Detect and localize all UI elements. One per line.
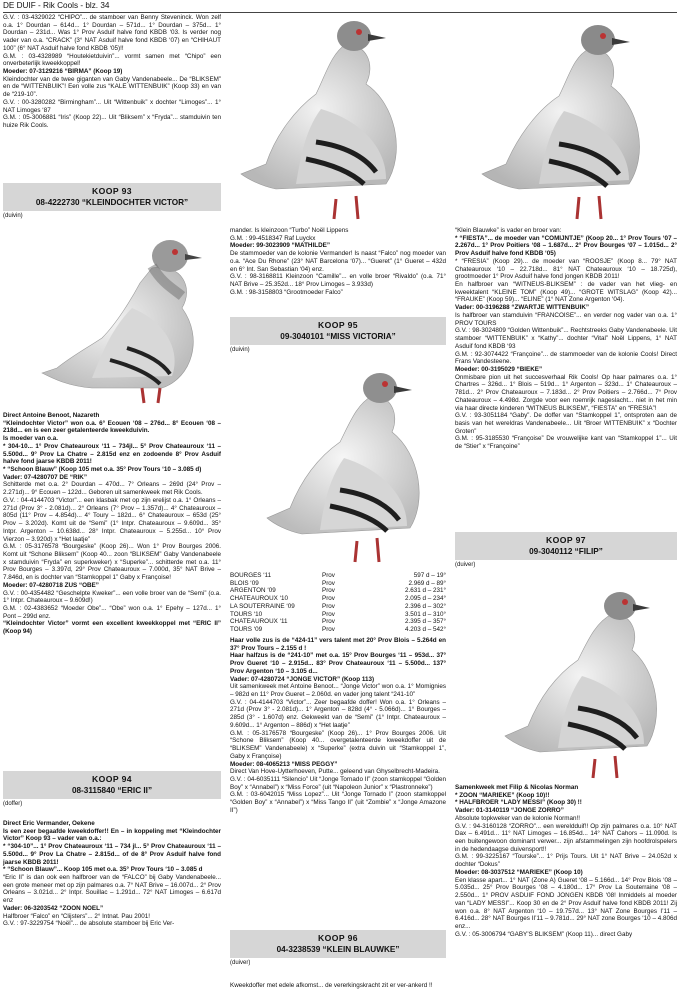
race-name: ARGENTON ‘09 (230, 587, 276, 595)
result-value: 597 d – 19° (413, 572, 446, 579)
bold-paragraph: * HALFBROER “LADY MESSI” (Koop 30) !! (455, 799, 582, 807)
bold-paragraph: Vader: 00-3196288 “ZWARTJE WITTENBUIK” (455, 304, 590, 312)
col1-top-text (3, 14, 221, 130)
paragraph: G.V. : 98-3024809 “Golden Wittenbuik”... Rechtstreeks Gaby Vandenabeele. Uit stamboer “WITTENBUIK” x “Kathy”... dochter “Vital” Noël Lippens, 1° NAT Asduif fond KBDB ‘93 (455, 327, 677, 350)
result-row (230, 587, 446, 595)
column-3-bot (455, 784, 677, 938)
paragraph: Halfbroer “Falco” en “Clijsters”... 2° Intnat. Pau 2001! (3, 912, 151, 920)
results-table-koop-95 (230, 572, 446, 634)
result-row (230, 572, 446, 580)
paragraph: Een klasse apart... 1° NAT (Zone A) Gueret ‘08 – 5.166d... 14° Prov Blois ‘08 – 5.035d... 25° Prov Bourges ‘08 – 4.180d... 17° Prov La Souterraine ‘08 – 2.550d... 1° PROV ASDUIF FOND JONGEN KBDB ‘08! Inmiddels al moeder van “LADY MESSI”... Koop 30 en de 2° Prov Asduif halve fond KBDB 2011! Zij won o.a. 8° NAT Argenton ‘10 – 19.757d... 13° NAT Zone Bourges I’11 – 6.416d... 28° NAT Bourges II’11 – 9.781d... 29° NAT zone Bourges ‘10 – 4.806d enz... (455, 876, 677, 930)
result-row (230, 603, 446, 611)
col2-mid-text (230, 637, 446, 815)
race-name: LA SOUTERRAINE ‘09 (230, 602, 295, 610)
koop-95-header (230, 317, 446, 345)
result-level: Prov (322, 610, 335, 618)
result-value: 2.395 d – 357° (404, 618, 446, 626)
pigeon-illustration (236, 14, 436, 224)
race-name: CHATEAUROUX ‘11 (230, 618, 288, 626)
paragraph: G.M. : 05-3176578 “Bourgeske” (Koop 26)... Won 1° Prov Bourges 2006. Komt uit “Schone Bliksem” (Koop 40... zoon “BLIKSEM” Gaby Vandenabeele x stamduivin “Fryda” en superkweker) x “Superke”... schitterde met o.a. 11° Prov Bourges – 3.397d, 29° Prov Chateauroux – 7.000d, 35° NAT Brive – 7.846d, en is dochter van “Stamkoppel 1” Gaby x Françoise! (3, 543, 221, 582)
race-name: TOURS ‘10 (230, 610, 263, 618)
koop-97-sex: (duiver) (455, 562, 476, 568)
result-level: Prov (322, 579, 335, 587)
col1-mid-text (3, 412, 221, 636)
pigeon-illustration (262, 366, 446, 566)
bold-paragraph: * “Schoon Blauw” (Koop 105 met o.a. 35° Prov Tours ‘10 – 3.085 d) (3, 466, 202, 474)
column-1-mid (3, 412, 221, 636)
result-level: Prov (322, 625, 335, 633)
race-name: TOURS ‘09 (230, 625, 263, 633)
koop-93-box (3, 183, 221, 221)
column-2-bot (230, 982, 446, 990)
paragraph: Absolute topkweker van de kolonie Norman!! (455, 814, 580, 822)
result-level: Prov (322, 602, 335, 610)
result-value: 3.501 d – 310° (404, 610, 446, 618)
paragraph: G.M. : 95-3185530 “Françoise” De vrouwelijke kant van “Stamkoppel 1”... Uit de “Stier” x “Françoine” (455, 435, 677, 451)
result-level: Prov (322, 587, 335, 595)
paragraph: Direct Van Hove-Uytterhoeven, Putte... geleend van Ghyselbrecht-Madeira. (230, 768, 440, 776)
result-value: 2.631 d – 231° (404, 587, 446, 595)
paragraph: Onmisbare pion uit het succesverhaal Rik Cools! Op haar palmares o.a. 1° Chartres – 326d... 1° Blois – 519d... 1° Argenton – 323d... 1° Chateauroux – 781d... 2° Prov Chateauroux – 7.183d... 2° Prov Poitiers – 2.766d... 7° Prov Chateauroux – 4.498d. Zorgde voor een roemrijk nageslacht... niet in het min via haar directe kinderen “WITNEUS BLIKSEM”, “FIESTA” en “FRESIA”! (455, 373, 677, 412)
result-level: Prov (322, 618, 335, 626)
paragraph: mander. Is kleinzoon “Turbo” Noël Lippens (230, 227, 349, 234)
paragraph: Kweekdoffer met edele afkomst... de vererkingskracht zit er ver-ankerd !! (230, 982, 433, 989)
koop-96-ring: 04-3238539 “KLEIN BLAUWKE” (276, 945, 400, 954)
race-results-table (230, 572, 446, 634)
koop-97-box (455, 532, 677, 570)
bold-paragraph: Direct Antoine Benoot, Nazareth (3, 412, 100, 419)
bold-paragraph: Is moeder van o.a. (3, 435, 58, 443)
pigeon-illustration (500, 584, 676, 782)
result-value: 2.095 d – 234° (404, 595, 446, 603)
bold-paragraph: Moeder: 07-4280718 ZUS “OBE” (3, 581, 99, 589)
paragraph: G.M. : 02-4383652 “Moeder Obe”... “Obe” won o.a. 1° Epehy – 127d... 1° Pont – 299d enz. (3, 604, 221, 620)
koop-94-ring: 08-3115840 “ERIC II” (71, 786, 153, 795)
page-header: DE DUIF - Rik Cools - blz. 34 (3, 0, 677, 13)
paragraph: G.V. : 03-4329022 “CHIPO”... de stamboer van Benny Steveninck. Won zelf o.a. 1° Dourdan – 614d... 1° Dourdan – 571d... 1° Dourdan – 375d... 1° Dourdan – 231d... Was 1° Prov Asduif halve fond KBDB ‘03. Is verder nog vader van o.a. “CRACK” (3° NAT Asduif halve fond KBDB ‘07) en “CHIHAUT 100” (6° NAT Asduif halve fond KBDB ‘05)!! (3, 14, 221, 52)
result-row (230, 595, 446, 603)
paragraph: G.M. : 05-3006881 “Iris” (Koop 22)... Uit “Bliksem” x “Fryda”... stamduivin ten huize Rik Cools. (3, 114, 221, 130)
bold-paragraph: Moeder: 00-3195029 “BIEKE” (455, 365, 543, 373)
bold-paragraph: Is een zeer begaafde kweekdoffer!! En – in koppeling met “Kleindochter Victor” Koop 93 – vader van o.a.: (3, 827, 221, 843)
bold-paragraph: * “FIESTA”... de moeder van “COMIJNTJE” (Koop 20... 1° Prov Tours ‘07 – 2.267d... 1° Prov Poitiers ‘08 – 1.687d... 2° Prov Bourges ‘07 – 1.015d... 2° Prov Asduif halve fond KBDB ‘05) (455, 234, 677, 258)
paragraph: G.M. : 05-3176578 “Bourgeske” (Koop 26)... 1° Prov Bourges 2006. Uit “Schone Bliksem” (Koop 40... overgetalenteerde kweekdoffer uit de “BLIKSEM” Vandenabeele) x “Superke” (extra duivin uit “Stamkoppel 1”, Gaby x Françoise) (230, 729, 446, 760)
column-2-mid (230, 637, 446, 815)
col1-bot-text (3, 820, 221, 928)
koop-95-box (230, 317, 446, 355)
bold-paragraph: Haar volle zus is de “424-11” vers talent met 20° Prov Blois – 5.264d en 37° Prov Tours – 2.155 d ! (230, 637, 446, 652)
result-row (230, 626, 446, 634)
koop-97-ring: 09-3040112 “FILIP” (529, 547, 603, 556)
col2-bot-text (230, 982, 446, 990)
paragraph: G.V. : 05-3006794 “GABY’S BLIKSEM” (Koop 11)... direct Gaby (455, 930, 633, 938)
bold-paragraph: * “304-10”... 1° Prov Chateauroux ‘11 – 734 jl... 5° Prov Chateauroux ‘11 – 5.500d... 9° Prov La Chatre – 2.815d... of de 8° Prov Asduif halve fond jaarse KBDB 2011! (3, 843, 221, 866)
result-level: Prov (322, 572, 335, 579)
koop-93-header (3, 183, 221, 211)
result-row (230, 618, 446, 626)
paragraph: “Klein Blauwke” is vader en broer van: (455, 227, 562, 234)
paragraph: Schitterde met o.a. 2° Dourdan – 470d... 7° Orleans – 269d (24° Prov – 2.271d)... 9° Ecouen – 122d... Geboren uit samenkweek met Rik Cools. (3, 481, 221, 497)
col3-top-text (455, 227, 677, 451)
koop-95-ring: 09-3040101 “MISS VICTORIA” (280, 332, 396, 341)
pigeon-photo-koop-93 (32, 228, 222, 408)
koop-96-box (230, 930, 446, 968)
race-name: BLOIS ‘09 (230, 579, 259, 587)
bold-paragraph: Moeder: 08-4065213 “MISS PEGGY” (230, 760, 338, 768)
bold-paragraph: * ZOON “MARIEKE” (Koop 10)!! (455, 791, 550, 799)
bold-paragraph: “Kleindochter Victor” vormt een excellent kweekkoppel met “ERIC II” (Koop 94) (3, 620, 221, 636)
koop-97-title: KOOP 97 (546, 535, 586, 545)
result-value: 4.203 d – 542° (404, 625, 446, 633)
pigeon-illustration (474, 14, 674, 224)
bold-paragraph: Vader: 07-4280707 DE “RIK” (3, 473, 88, 481)
column-2-top (230, 227, 446, 296)
pigeon-photo-koop-95 (262, 366, 446, 566)
paragraph: G.V. : 00-4354482 “Geschelpte Kweker”... een volle broer van de “Semi” (o.a. 1° Intpr. Chateauroux – 9.609d!) (3, 589, 221, 605)
paragraph: Is halfbroer van stamduivin “FRANCOISE”... en verder nog vader van o.a. 1° PROV TOURS (455, 311, 677, 327)
result-value: 2.396 d – 302° (404, 602, 446, 610)
pigeon-photo-koop-97 (500, 584, 676, 782)
koop-94-title: KOOP 94 (92, 774, 132, 784)
koop-96-title: KOOP 96 (318, 933, 358, 943)
koop-95-title: KOOP 95 (318, 320, 358, 330)
paragraph: G.V. : 04-6035111 “Silencio” Uit “Jonge Tornado II” (zoon stamkoppel “Golden Boy” x “Annabel”) x “Miss Force” (uit “Napoleon Junior” x “Plastronneke”) (230, 775, 446, 791)
paragraph: Uit samenkweek met Antoine Benoot... “Jonge Victor” won o.a. 1° Momignies – 982d en 11° Prov Gueret – 2.060d. en vader jong talent “241-10” (230, 683, 446, 699)
koop-93-sex: (duivin) (3, 213, 23, 219)
paragraph: G.V. : 04-4144703 “Victor”... Zeer begaafde doffer! Won o.a. 1° Orleans – 271d (Prov 3° - 2.081d)... 1° Argenton – 828d (4° - 5.066d)... 1° Bourges – 285d (3° - 1.607d) enz. Gekweekt van de “Semi” (1° Intpr. Chateauroux – 9.609d... 1° Argenton – 886d) x “Het laatje” (230, 698, 446, 729)
paragraph: G.V. : 94-3160128 “ZORRO”... een wereldduif!! Op zijn palmares o.a. 10° NAT Dax – 6.491d... 11° NAT Limoges – 16.854d... 14° NAT Cahors – 11.090d. Is een buitengewoon dominant verwer... zijn afstammelingen zijn hoofdrolspelers in de hedendaagse duivensport!! (455, 822, 677, 853)
bold-paragraph: Haar halfzus is de “241-10” met o.a. 15° Prov Bourges ‘11 – 953d... 37° Prov Gueret ‘10 – 2.915d... 83° Prov Chateauroux ‘11 – 5.500d... 137° Prov Argenton ‘10 – 3.105 d... (230, 652, 446, 675)
bold-paragraph: Vader: 07-4280724 “JONGE VICTOR” (Koop 113) (230, 675, 375, 683)
bold-paragraph: Vader: 06-3203542 “ZOON NOEL” (3, 904, 104, 912)
pigeon-photo-top-middle (236, 14, 436, 224)
bold-paragraph: Vader: 01-3140119 “JONGE ZORRO” (455, 807, 564, 815)
koop-94-box (3, 771, 221, 809)
paragraph: G.M. : 92-3074422 “Françoine”... de stammoeder van de kolonie Cools! Direct Frans Vandesteene. (455, 350, 677, 366)
col2-top-text (230, 227, 446, 296)
paragraph: G.M. : 99-4518347 Raf Luyckx (230, 234, 316, 242)
bold-paragraph: Samenkweek met Filip & Nicolas Norman (455, 784, 579, 791)
koop-96-header (230, 930, 446, 958)
result-level: Prov (322, 595, 335, 603)
koop-94-sex: (doffer) (3, 801, 23, 807)
bold-paragraph: Moeder: 99-3023909 “MATHILDE” (230, 242, 330, 250)
paragraph: De stammoeder van de kolonie Vermander! Is naast “Falco” nog moeder van o.a. “Ace Du Rhone” (23° NAT Barcelona ‘07)... “Gueret” (1° Gueret – 432d en 6° Int. San Sebastian ‘04) enz. (230, 250, 446, 273)
bold-paragraph: * 304-10... 1° Prov Chateauroux ‘11 – 734jl... 5° Prov Chateauroux ‘11 – 5.500d... 9° Prov La Chatre – 2.815d enz en zodoende 8° Prov Asduif halve fond jaarse KBDB 2011! (3, 442, 221, 466)
race-name: CHATEAUROUX ‘10 (230, 595, 288, 603)
col3-bot-text (455, 784, 677, 938)
bold-paragraph: * “Schoon Blauw”... Koop 105 met o.a. 35° Prov Tours ‘10 – 3.085 d (3, 866, 203, 874)
paragraph: “Eric II” is dan ook een halfbroer van de “FALCO” bij Gaby Vandenabeele... een grote meneer met op zijn palmares o.a. 7° NAT Brive – 16.007d... 2° Prov Orleans – 3.021d... 2° Intpr. Souillac – 1.291d... 72° NAT Limoges – 6.617d enz (3, 874, 221, 905)
result-value: 2.969 d – 89° (408, 579, 446, 587)
paragraph: G.V. : 98-3168811 Kleinzoon “Camille”... en volle broer “Rivaldo” (o.a. 71° NAT Brive – 25.352d... 18° Prov Limoges – 3.933d) (230, 273, 446, 289)
bold-paragraph: “Kleindochter Victor” won o.a. 6° Ecouen ‘08 – 276d... 8° Ecouen ‘08 – 218d... en is een zeer getalenteerde kweekduivin. (3, 419, 221, 435)
bold-paragraph: Direct Eric Vermander, Oekene (3, 820, 95, 827)
bold-paragraph: Moeder: 08-3037512 “MARIEKE” (Koop 10) (455, 868, 583, 876)
paragraph: * “FRESIA” (Koop 29)... de moeder van “ROOSJE” (Koop 8... 79° NAT Chateauroux ‘10 – 22.718d... 81° NAT Chateauroux ‘10 – 18.725d), grootmoeder 1° Prov Asduif halve fond jongen KBDB 2011! (455, 257, 677, 281)
pigeon-photo-top-right (474, 14, 674, 224)
koop-96-sex: (duiver) (230, 960, 251, 966)
paragraph: G.M. : 99-3225167 “Tourske”... 1° Prijs Tours. Uit 1° NAT Brive – 24.052d x dochter “Dokus” (455, 853, 677, 869)
koop-94-header (3, 771, 221, 799)
paragraph: G.M. : 03-6042015 “Miss Lopez”... Uit “Jonge Tornado I” (zoon stamkoppel “Golden Boy” x “Annabel”) x “Miss Tango II” (uit “Zombie” x “Jonge Amazone II”) (230, 791, 446, 814)
pigeon-illustration (32, 228, 222, 408)
koop-97-header (455, 532, 677, 560)
paragraph: G.V. : 97-3229754 “Noël”... de absolute stamboer bij Eric Ver- (3, 920, 175, 928)
paragraph: G.V. : 93-3051184 “Gaby”. De doffer van “Stamkoppel 1”, ontsproten aan de basis van het wereldras Vandenabeele... Uit “Broer WITTENBUIK” x “Dochter Groten” (455, 412, 677, 435)
bold-paragraph: Moeder: 07-3129216 “BIRMA” (Koop 19) (3, 68, 123, 76)
paragraph: G.V. : 04-4144703 “Victor”... een klasbak met op zijn erelijst o.a. 1° Orleans – 271d (Prov 3° - 2.081d)... 2° Orleans (7° Prov – 1.357d)... 4° Chateauroux – 805d (11° Prov – 4.854d)... 4° Toury – 182d... 6° Chateauroux – 653d (25° Prov – 3.202d). Komt uit de “Semi” (1° Intpr. Chateauroux – 9.609d... 35° Intpr. Argenton – 10.638d... 28° Intpr. Chateauroux – 5.255d... 10° Prov Vierzon – 3.920d) x “Het laatje” (3, 496, 221, 543)
koop-95-sex: (duivin) (230, 347, 250, 353)
column-1-top (3, 14, 221, 130)
paragraph: G.M. : 98-3158803 “Grootmoeder Falco” (230, 288, 343, 296)
koop-93-title: KOOP 93 (92, 186, 132, 196)
paragraph: Kleindochter van de twee giganten van Gaby Vandenabeele... De “BLIKSEM” en de “WITTENBUIK”! Een volle zus “KALE WITTENBUIK” (Koop 33) en van de “219-10”. (3, 75, 221, 99)
koop-93-ring: 08-4222730 “KLEINDOCHTER VICTOR” (35, 198, 189, 207)
paragraph: G.V. : 00-3280282 “Birmingham”... Uit “Wittenbuik” x dochter “Limoges”... 1° NAT Limoges ‘87 (3, 98, 221, 114)
paragraph: G.M. : 03-4328989 “Houtekietduivin”... vormt samen met “Chipo” een onverbeterlijk kweekkoppel! (3, 52, 221, 68)
column-1-bot (3, 820, 221, 928)
paragraph: En halfbroer van “WITNEUS-BLIKSEM” : de vader van het vlieg- en kweektalent “KLEINE TOM” (Koop 49)... “GROTE WITSLAG” (Koop 42)... “FRAUKE” (Koop 59)... “ELINE” (1° NAT Zone Argenton ‘04). (455, 281, 677, 304)
race-name: BOURGES ‘11 (230, 572, 272, 579)
column-3-top (455, 227, 677, 451)
